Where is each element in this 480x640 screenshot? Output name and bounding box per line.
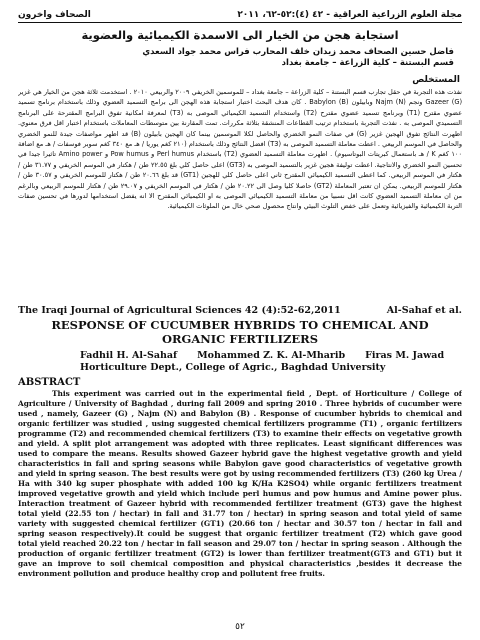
arabic-author-names: فاضل حسين الصحاف محمد زيدان خلف المحارب فراس محمد جواد السعدي: [142, 47, 454, 57]
english-affiliation: Horticulture Dept., College of Agric., Baghdad University: [80, 362, 386, 373]
english-authors-block: [18, 350, 462, 374]
english-title-line2: ORGANIC FERTILIZERS: [161, 332, 319, 346]
author-3: Firas M. Jawad: [365, 350, 445, 361]
arabic-authors-block: [18, 47, 462, 69]
author-2: Mohammed Z. K. Al-Mharib: [197, 350, 346, 361]
page-number: ٥٢: [235, 622, 245, 632]
english-title-line1: RESPONSE OF CUCUMBER HYBRIDS TO CHEMICAL AND: [51, 318, 429, 332]
english-journal-citation: The Iraqi Journal of Agricultural Sciences 42 (4):52-62,2011: [18, 305, 341, 316]
paper-page: [18, 10, 462, 632]
arabic-title: استجابة هجن من الخيار الى الاسمدة الكيميائية والعضوية: [81, 28, 399, 42]
english-author-names: [80, 350, 462, 362]
arabic-authors-short: الصحاف وآخرون: [18, 10, 91, 20]
author-1: Fadhil H. Al-Sahaf: [80, 350, 178, 361]
arabic-running-header: [18, 10, 462, 23]
arabic-affiliation: قسم البستنة – كلية الزراعة – جامعة بغداد: [281, 58, 454, 68]
arabic-journal-citation: مجلة العلوم الزراعية العراقية - ٤٢ (٤):٥٢-٦٢، ٢٠١١: [237, 10, 462, 20]
english-abstract-body: This experiment was carried out in the experimental field , Dept. of Horticulture / College of Agriculture / University of Baghdad , during fall 2009 and spring 2010 . Three hybrids of cucumber were used , namely, Gazeer (G) , Najm (N) and Babylon (B) . Response of cucumber hybrids to chemical and organic fertilizer was studied , using suggested chemical fertilizers programme (T1) , organic fertilizers programme (T2) and recommended chemical fertilizers (T3) to examine their effects on vegetative growth and yield. A split plot arrangement was adopted with three replicates. Least significant differences was used to compare the means. Results showed Gazeer hybrid gave the highest vegetative growth and yield characteristics in fall and spring seasons while Babylon gave good characteristics of vegetative growth and yield in spring season. The best results were got by using recommended fertilizers (T3) (260 kg Urea / Ha with 340 kg super phosphate with added 100 kg K/Ha K2SO4) while organic fertilizers treatment improved vegetative growth and yield which include perl humus and pow humus and Amine power plus. Interaction treatment of Gazeer hybrid with recommended fertilizer treatment (GT3) gave the highest total yield (22.55 ton / hectar) in fall and 31.77 ton / hectar) in spring season and total yield of same variety with suggested chemical fertilizer (GT1) (20.66 ton / hectar and 30.57 ton / hectar in fall and spring season respectively).It could be suggest that organic fertilizer treatment (T2) which gave good total yield reached 20.22 ton / hectar in fall season and 29.07 ton / hectar in spring season . Although the production of organic fertilizer treatment (GT2) is lower than fertilizer treatment(GT3 and GT1) but it gave an improve to soil chemical composition and physical characteristics ,besides it decrease the environment pollution and produce healthy crop and pollutent free fruits.: [18, 389, 462, 578]
arabic-abstract-heading: المستخلص: [412, 75, 460, 85]
arabic-abstract-body: نفذت هذه التجربة في حقل تجارب قسم البستنة – كلية الزراعة – جامعة بغداد – للموسمين الخريفي ٢٠٠٩ والربيعي ٢٠١٠ . استخدمت ثلاثة هجن من الخيار هي غزير Gazeer (G) ونجم Najm (N) وبابيلون Babylon (B) . كان هدف البحث اختبار استجابة هذه الهجن الى برامج التسميد العضوي وذلك باستخدام برنامج تسميد عضوي مقترح (T1) وبرنامج تسميد عضوي مقترح (T2) واستخدام التسميد الكيميائي الموصى به (T3) لمعرفة امكانية تفوق البرامج المقترحة على البرنامج التسميدي الموصى به . نفذت التجربة باستخدام ترتيب القطاعات المنشقة بثلاثة مكررات. تمت المقارنة بين متوسطات المعاملات باستخدام اختبار اقل فرق معنوي. اظهرت النتائج تفوق الهجين غزير (G) في صفات النمو الخضري والحاصل لكلا الموسمين بينما كان الهجين بابيلون (B) قد اظهر مواصفات جيدة للنمو الخضري والحاصل في الموسم الربيعي . اعطت معاملة التسميد الموصى به (T3) افضل النتائج وذلك باستخدام (٢١٠ كغم يوريا / هـ مع ٣٤٠ كغم سوبر فوسفات / هـ مع اضافة ١٠٠ كغم K / هـ باستعمال كبريتات البوتاسيوم) . اظهرت معاملة التسميد العضوي (T2) باستخدام Perl humus و Pow humus و Amino power تاثيرا جيدا في تحسين النمو الخضري والانتاجية. اعطت توليفة هجين غزير بالتسميد الموصى به (GT3) اعلى حاصل كلي بلغ ٢٢.٥٥ طن / هكتار في الموسم الخريفي و ٣١.٧٧ طن / هكتار في الموسم الربيعي. كما اعطى التسميد الكيميائي المقترح ثاني اعلى حاصل كلي للهجين (GT1) قد بلغ ٢٠.٦٦ طن / هكتار للموسم الخريفي و ٣٠.٥٧ طن / هكتار للموسم الربيعي. يمكن ان تعتبر المعاملة (GT2) حاصلا كليا وصل الى ٢٠.٢٢ طن / هكتار في الموسم الخريفي و ٢٩.٠٧ طن / هكتار للموسم الربيعي وبالرغم من ان معاملة التسميد العضوي كانت اقل نسبيا من معاملة التسميد الكيميائي الموصى به او الكيميائي المقترح الا انه يفضل استخدامها لدورها في تحسين صفات التربة الكيميائية والفيزيائية وتعمل على خفض التلوث البيئي وانتاج محصول صحي خال من الملوثات الكيميائية.: [18, 88, 462, 211]
english-authors-short: Al-Sahaf et al.: [386, 305, 462, 316]
english-abstract-heading: ABSTRACT: [18, 377, 81, 388]
english-title: [18, 318, 462, 346]
english-running-header: [18, 305, 462, 316]
